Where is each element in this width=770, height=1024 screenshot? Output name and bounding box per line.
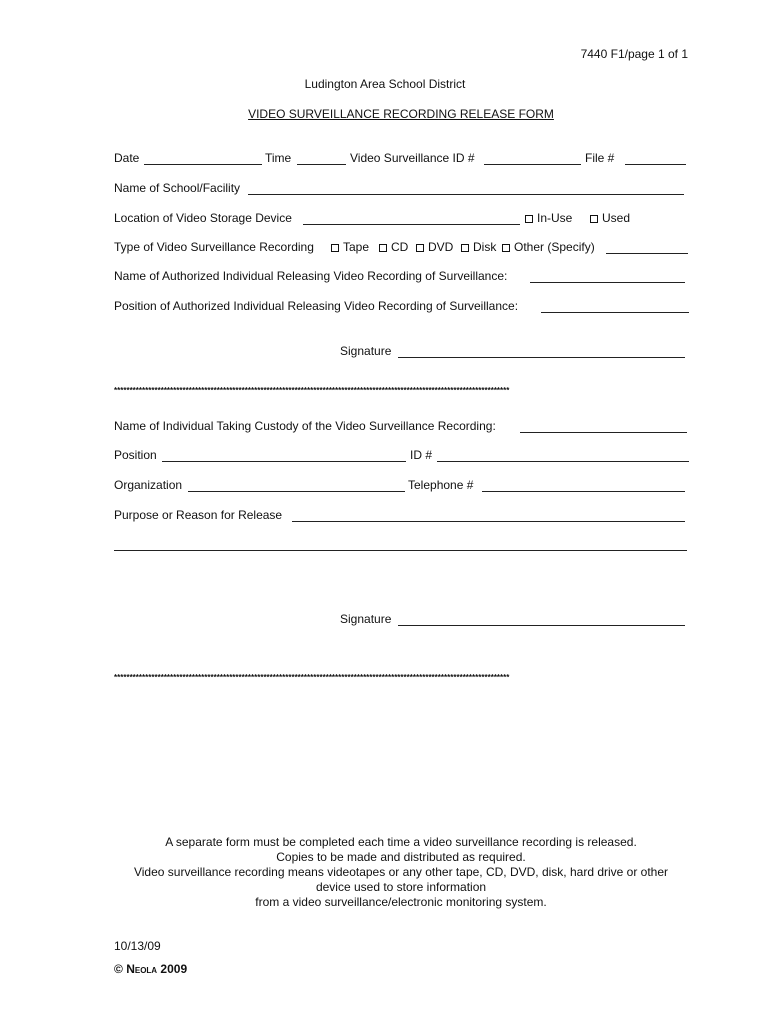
- position-field[interactable]: [162, 461, 406, 462]
- page-reference: 7440 F1/page 1 of 1: [580, 47, 688, 61]
- id-label: ID #: [410, 448, 433, 462]
- in-use-option[interactable]: [523, 211, 572, 225]
- tape-label: Tape: [343, 240, 370, 254]
- tape-checkbox[interactable]: [331, 244, 339, 252]
- school-label: Name of School/Facility: [114, 181, 241, 195]
- copyright-symbol: ©: [114, 962, 123, 976]
- location-label: Location of Video Storage Device: [114, 211, 292, 225]
- auth-position-label: Position of Authorized Individual Releasing Video Recording of Surveillance:: [114, 299, 519, 313]
- tape-option[interactable]: [329, 240, 369, 254]
- copyright-org: Neola: [126, 962, 158, 976]
- time-field[interactable]: [297, 164, 346, 165]
- used-option[interactable]: [588, 211, 630, 225]
- type-label: Type of Video Surveillance Recording: [114, 240, 314, 254]
- signature-label: Signature: [340, 344, 392, 358]
- signature-2-field[interactable]: [398, 625, 685, 626]
- separator-stars-2: *******************************************************************************************************************************: [114, 673, 510, 682]
- revision-date: 10/13/09: [114, 939, 161, 953]
- cd-option[interactable]: [377, 240, 408, 254]
- file-field[interactable]: [625, 164, 686, 165]
- copyright: [114, 962, 187, 976]
- school-field[interactable]: [248, 194, 684, 195]
- date-field[interactable]: [144, 164, 262, 165]
- purpose-label: Purpose or Reason for Release: [114, 508, 283, 522]
- in-use-checkbox[interactable]: [525, 215, 533, 223]
- in-use-label: In-Use: [537, 211, 573, 225]
- video-id-field[interactable]: [484, 164, 581, 165]
- footer-note-line-1: A separate form must be completed each time a video surveillance recording is released.: [165, 835, 637, 849]
- other-option[interactable]: [500, 240, 595, 254]
- telephone-label: Telephone #: [408, 478, 474, 492]
- used-checkbox[interactable]: [590, 215, 598, 223]
- date-label: Date: [114, 151, 140, 165]
- position-label: Position: [114, 448, 157, 462]
- auth-position-field[interactable]: [541, 312, 689, 313]
- auth-name-label: Name of Authorized Individual Releasing Video Recording of Surveillance:: [114, 269, 508, 283]
- location-field[interactable]: [303, 224, 520, 225]
- video-id-label: Video Surveillance ID #: [350, 151, 475, 165]
- dvd-label: DVD: [428, 240, 454, 254]
- custody-name-label: Name of Individual Taking Custody of the Video Surveillance Recording:: [114, 419, 496, 433]
- id-field[interactable]: [437, 461, 689, 462]
- file-label: File #: [585, 151, 615, 165]
- other-field[interactable]: [606, 253, 688, 254]
- disk-option[interactable]: [459, 240, 496, 254]
- district-name: Ludington Area School District: [304, 77, 466, 91]
- form-title: VIDEO SURVEILLANCE RECORDING RELEASE FORM: [248, 107, 554, 121]
- copyright-year: 2009: [160, 962, 188, 976]
- footer-note-line-2: Copies to be made and distributed as required.: [276, 850, 526, 864]
- time-label: Time: [265, 151, 292, 165]
- disk-label: Disk: [473, 240, 497, 254]
- purpose-field[interactable]: [292, 521, 685, 522]
- purpose-field-continued[interactable]: [114, 550, 687, 551]
- signature-field[interactable]: [398, 357, 685, 358]
- disk-checkbox[interactable]: [461, 244, 469, 252]
- footer-note-line-4: device used to store information: [315, 880, 487, 894]
- other-label: Other (Specify): [514, 240, 595, 254]
- separator-stars: *******************************************************************************************************************************: [114, 386, 510, 395]
- dvd-option[interactable]: [414, 240, 453, 254]
- dvd-checkbox[interactable]: [416, 244, 424, 252]
- used-label: Used: [602, 211, 631, 225]
- telephone-field[interactable]: [482, 491, 685, 492]
- cd-label: CD: [391, 240, 409, 254]
- cd-checkbox[interactable]: [379, 244, 387, 252]
- custody-name-field[interactable]: [520, 432, 687, 433]
- other-checkbox[interactable]: [502, 244, 510, 252]
- organization-label: Organization: [114, 478, 183, 492]
- footer-note-line-3: Video surveillance recording means videotapes or any other tape, CD, DVD, disk, hard drive or other: [133, 865, 669, 879]
- signature-2-label: Signature: [340, 612, 392, 626]
- organization-field[interactable]: [188, 491, 405, 492]
- auth-name-field[interactable]: [530, 282, 685, 283]
- footer-note-line-5: from a video surveillance/electronic monitoring system.: [255, 895, 547, 909]
